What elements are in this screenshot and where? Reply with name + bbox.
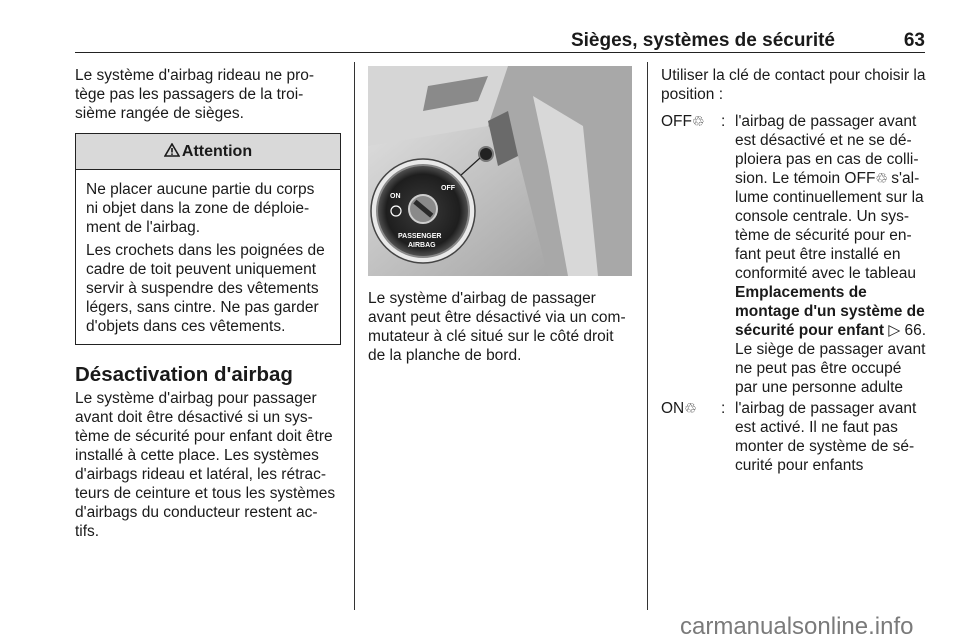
curtain-airbag-note: Le système d'airbag rideau ne pro-tège pas les passagers de la troi-sième rangée de sièges. [75,67,315,122]
key-instruction: Utiliser la clé de contact pour choisir la position : [661,67,926,103]
page-number: 63 [903,30,925,51]
attention-paragraph-2: Les crochets dans les poignées de cadre de toit peuvent uniquement servir à suspendre des vêtements légers, sans cintre. Ne pas garder d'objets dans ces vêtements. [86,242,325,335]
definition-off [661,112,927,397]
column-divider-1 [354,62,355,610]
warning-triangle-icon [164,143,180,157]
child-seat-table-link[interactable]: Emplacements de montage d'un système de sécurité pour enfant [735,284,925,339]
watermark: carmanualsonline.info [680,613,914,640]
column-2 [368,66,632,365]
column-3 [661,66,927,475]
dial-text-line1: PASSENGER [398,233,442,240]
section-heading: Désactivation d'airbag [75,363,293,386]
colon: : [721,400,726,417]
definition-on [661,399,927,475]
dial-off-label: OFF [441,185,455,192]
airbag-off-icon: ♲ [875,170,887,186]
deactivation-body: Le système d'airbag pour passager avant doit être désactivé si un sys-tème de sécurité pour enfant doit être installé à cette place. Les systèmes d'airbags rideau et latéral, les rétrac-teurs de ceinture et tous les systèmes d'airbags du conducteur restent ac-tifs. [75,390,336,540]
attention-header [76,134,340,170]
off-description: l'airbag de passager avant est désactivé et ne se dé-ploiera pas en cas de colli-sion. Le témoin OFF♲ s'al-lume continuellement sur la console centrale. Un sys-tème de sécurité pour en-fant peut être installé en conformité avec le tableau Emplacements de montage d'un système de sécurité pour enfant ▷ 66. Le siège de passager avant ne peut pas être occupé par une personne adulte [735,113,927,396]
airbag-off-icon: ♲ [692,113,704,129]
on-description: l'airbag de passager avant est activé. Il ne faut pas monter de système de sé-curité pour enfants [735,400,917,474]
colon: : [721,113,726,130]
page-ref-arrow-icon: ▷ [888,322,901,339]
attention-body [76,170,340,344]
off-term: OFF [661,113,692,130]
attention-box [75,133,341,345]
column-divider-2 [647,62,648,610]
page-title: Sièges, systèmes de sécurité [570,30,835,51]
photo-caption: Le système d'airbag de passager avant peut être désactivé via un com-mutateur à clé situé sur le côté droit de la planche de bord. [368,290,626,364]
dial-text-line2: AIRBAG [408,242,436,249]
attention-paragraph-1: Ne placer aucune partie du corps ni objet dans la zone de déploie-ment de l'airbag. [86,181,315,236]
header-rule [75,52,925,53]
airbag-switch-photo [368,66,632,276]
column-1 [75,66,341,541]
dial-on-label: ON [390,193,401,200]
attention-title: Attention [181,143,253,160]
on-term: ON [661,400,685,417]
airbag-on-icon: ♲ [684,400,696,416]
